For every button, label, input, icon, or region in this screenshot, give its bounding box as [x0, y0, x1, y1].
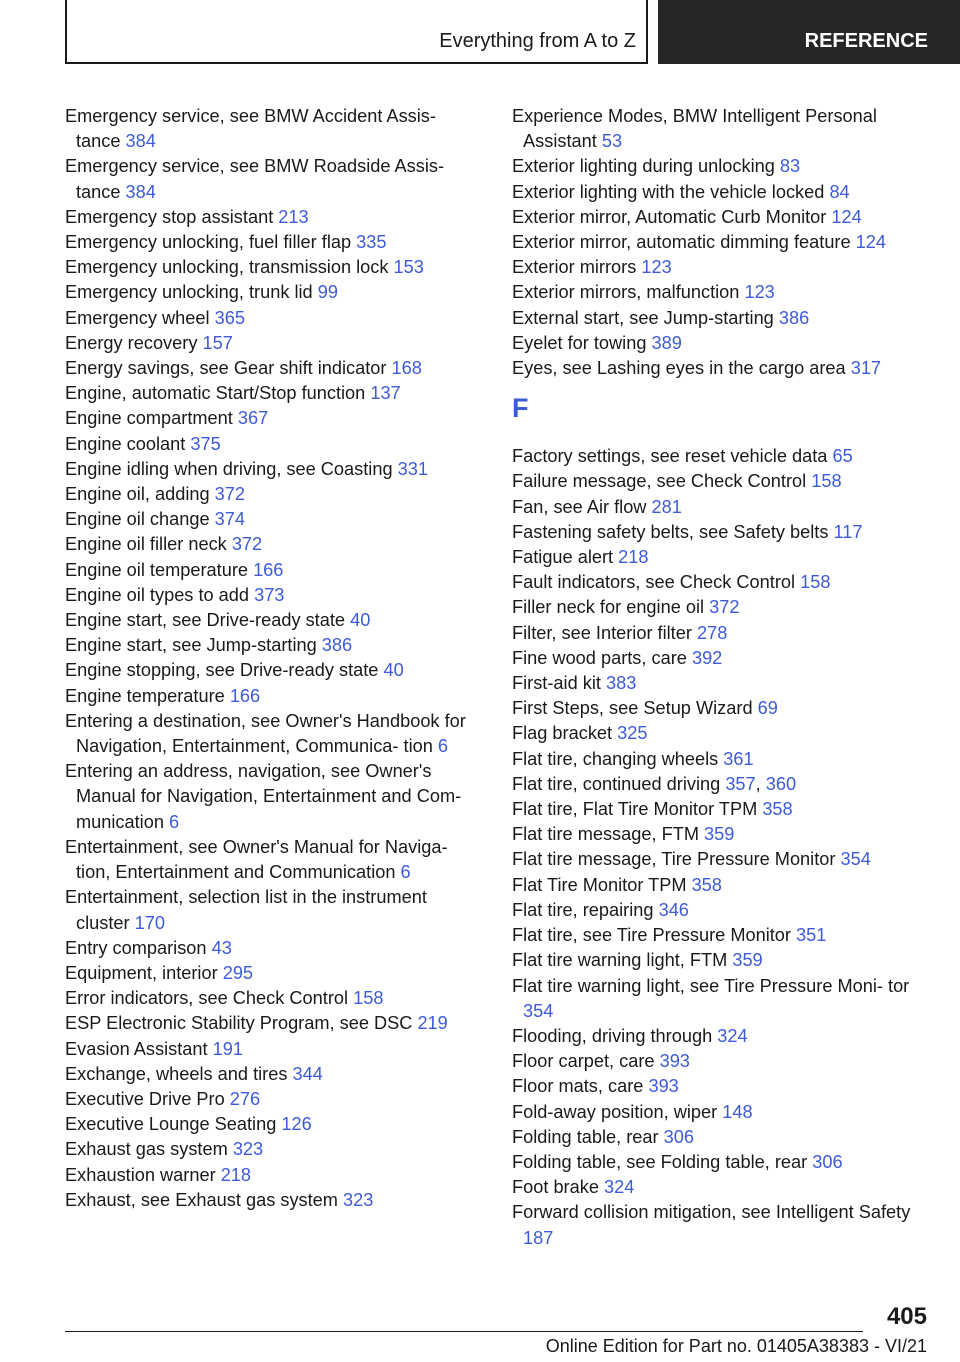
- page-link[interactable]: 325: [617, 723, 648, 744]
- index-entry-text: Folding table, rear: [512, 1126, 664, 1147]
- index-entry-text: Flat tire, changing wheels: [512, 748, 724, 769]
- index-entry-text: Entering a destination, see Owner's Handbook for Navigation, Entertainment, Communica‐ tion: [65, 710, 466, 757]
- index-entry-text: Exterior lighting with the vehicle locked: [512, 181, 830, 202]
- page-link[interactable]: 324: [717, 1025, 748, 1046]
- index-entry: [65, 331, 485, 356]
- index-entry: [512, 331, 932, 356]
- page-link[interactable]: 278: [696, 622, 728, 643]
- index-entry: [512, 154, 932, 179]
- page-link[interactable]: 6: [437, 736, 449, 757]
- page-link[interactable]: 83: [779, 156, 801, 177]
- index-entry-text: Eyes, see Lashing eyes in the cargo area: [512, 358, 851, 379]
- index-entry: [65, 759, 485, 835]
- index-entry-text: Folding table, see Folding table, rear: [512, 1151, 813, 1172]
- page-link[interactable]: 375: [190, 433, 221, 454]
- page-link[interactable]: 170: [134, 912, 165, 933]
- index-entry-text: Flat tire, Flat Tire Monitor TPM: [512, 799, 763, 820]
- page-link[interactable]: 374: [214, 509, 246, 530]
- index-column-left: [65, 104, 485, 1213]
- page-link[interactable]: 392: [691, 647, 723, 668]
- index-entry-text: Engine oil, adding: [65, 484, 215, 505]
- index-entry-text: Filter, see Interior filter: [512, 622, 697, 643]
- index-entry: [512, 621, 932, 646]
- index-entry-text: Equipment, interior: [65, 962, 223, 983]
- index-entry-text: Flat tire warning light, FTM: [512, 950, 733, 971]
- page-link[interactable]: 365: [214, 307, 245, 328]
- index-entry: [512, 469, 932, 494]
- index-entry-text: Exhaust gas system: [65, 1139, 233, 1160]
- index-entry-text: External start, see Jump-starting: [512, 307, 779, 328]
- index-entry: [512, 1074, 932, 1099]
- index-entry: [512, 1100, 932, 1125]
- page-link[interactable]: 84: [829, 181, 850, 202]
- page-link[interactable]: 360: [765, 773, 797, 794]
- index-entry-text: Entry comparison: [65, 937, 212, 958]
- index-entry: [65, 936, 485, 961]
- index-entry: [512, 873, 932, 898]
- page-link[interactable]: 344: [292, 1063, 323, 1084]
- index-entry-text: Floor carpet, care: [512, 1051, 660, 1072]
- index-entry-text: Fastening safety belts, see Safety belts: [512, 521, 834, 542]
- index-entry-text: Flat tire message, FTM: [512, 824, 705, 845]
- page-link[interactable]: 69: [757, 698, 778, 719]
- index-entry-text: Flooding, driving through: [512, 1025, 718, 1046]
- index-entry-text: Fold-away position, wiper: [512, 1101, 723, 1122]
- index-entry: [512, 545, 932, 570]
- page-link[interactable]: 393: [659, 1051, 690, 1072]
- page-link[interactable]: 65: [832, 446, 853, 467]
- index-entry-text: Flat tire, see Tire Pressure Monitor: [512, 925, 797, 946]
- page-link[interactable]: 43: [211, 937, 232, 958]
- index-entry-text: Entertainment, see Owner's Manual for Naviga‐ tion, Entertainment and Communication: [65, 836, 448, 883]
- index-letter-heading: F: [512, 393, 529, 424]
- index-entry-text: Evasion Assistant: [65, 1038, 213, 1059]
- index-entry-text: Exterior mirror, Automatic Curb Monitor: [512, 206, 832, 227]
- index-entry: [512, 230, 932, 255]
- page-link[interactable]: 372: [231, 534, 263, 555]
- index-entry: [65, 986, 485, 1011]
- index-entry-text: Floor mats, care: [512, 1076, 649, 1097]
- index-entry-text: Flag bracket: [512, 723, 618, 744]
- page-link[interactable]: 354: [523, 1000, 554, 1021]
- page-link[interactable]: 219: [417, 1013, 448, 1034]
- page-link[interactable]: 346: [658, 899, 689, 920]
- index-entry: [512, 205, 932, 230]
- index-entry-text: Exhaustion warner: [65, 1164, 221, 1185]
- index-entry-text: Energy recovery: [65, 332, 203, 353]
- page-link[interactable]: 367: [237, 408, 269, 429]
- index-entry: [65, 709, 485, 759]
- index-entry: [512, 255, 932, 280]
- index-entry: [512, 595, 932, 620]
- page-link[interactable]: 153: [393, 257, 424, 278]
- index-entry: [512, 696, 932, 721]
- page-link[interactable]: 124: [855, 232, 887, 253]
- page-number: 405: [886, 1303, 927, 1330]
- index-entry: [65, 1188, 485, 1213]
- index-entry: [65, 406, 485, 431]
- page-link[interactable]: 187: [523, 1227, 554, 1248]
- index-entry: [65, 583, 485, 608]
- index-entry-text: Entertainment, selection list in the instrument cluster: [65, 887, 427, 933]
- index-entry: [65, 306, 485, 331]
- page-link[interactable]: 117: [833, 521, 863, 542]
- page-link[interactable]: 331: [397, 458, 428, 479]
- page-link[interactable]: 386: [778, 307, 810, 328]
- index-entry-text: First Steps, see Setup Wizard: [512, 698, 758, 719]
- page-link[interactable]: 306: [663, 1126, 695, 1147]
- index-entry-text: Filler neck for engine oil: [512, 597, 710, 618]
- index-entry-text: Factory settings, see reset vehicle data: [512, 446, 833, 467]
- index-entry: [65, 1163, 485, 1188]
- page-link[interactable]: 358: [691, 874, 722, 895]
- index-entry: [512, 671, 932, 696]
- index-entry-text: Emergency unlocking, transmission lock: [65, 257, 394, 278]
- index-entry: [65, 104, 485, 154]
- index-entry: [65, 1137, 485, 1162]
- index-entry-text: Flat tire, continued driving: [512, 773, 726, 794]
- page-link[interactable]: 99: [317, 282, 338, 303]
- page-link[interactable]: 389: [651, 332, 682, 353]
- index-entry: [65, 684, 485, 709]
- index-entry-text: Engine stopping, see Drive-ready state: [65, 660, 384, 681]
- index-entry-text: First-aid kit: [512, 673, 606, 694]
- index-entry: [512, 898, 932, 923]
- index-entry: [65, 1062, 485, 1087]
- index-entry-text: Exterior mirrors, malfunction: [512, 282, 745, 303]
- page-link[interactable]: 126: [281, 1114, 312, 1135]
- index-entry-text: Engine oil filler neck: [65, 534, 232, 555]
- page-link[interactable]: 354: [840, 849, 871, 870]
- index-entry-text: Energy savings, see Gear shift indicator: [65, 358, 392, 379]
- index-entry: [512, 520, 932, 545]
- page-link[interactable]: 218: [618, 547, 649, 568]
- index-entry-text: Experience Modes, BMW Intelligent Personal Assistant: [512, 106, 877, 152]
- page-link[interactable]: 191: [212, 1038, 243, 1059]
- page-link[interactable]: 157: [202, 332, 233, 353]
- index-entry-text: Exchange, wheels and tires: [65, 1063, 293, 1084]
- page-link[interactable]: 372: [709, 597, 740, 618]
- index-entry: [65, 658, 485, 683]
- index-entry: [65, 558, 485, 583]
- index-entry-text: Emergency wheel: [65, 307, 215, 328]
- index-entry: [512, 306, 932, 331]
- index-entry-text: Engine oil temperature: [65, 559, 254, 580]
- index-entry-text: Error indicators, see Check Control: [65, 988, 354, 1009]
- index-entry: [512, 495, 932, 520]
- page-link[interactable]: 158: [353, 988, 384, 1009]
- index-entry: [65, 280, 485, 305]
- page-link[interactable]: 317: [850, 358, 882, 379]
- index-entry-text: Engine, automatic Start/Stop function: [65, 383, 371, 404]
- index-entry-text: Flat tire message, Tire Pressure Monitor: [512, 849, 841, 870]
- index-column-right: [512, 104, 932, 1251]
- index-entry-text: Engine start, see Jump-starting: [65, 635, 322, 656]
- index-entry: [65, 1087, 485, 1112]
- page-link[interactable]: 384: [125, 131, 156, 152]
- index-entry-text: Engine coolant: [65, 433, 191, 454]
- header-title-box: [65, 0, 648, 64]
- index-entry-text: Fatigue alert: [512, 547, 619, 568]
- header-section-label: REFERENCE: [804, 30, 928, 52]
- index-entry: [512, 948, 932, 973]
- page-link[interactable]: 384: [125, 181, 156, 202]
- index-entry: [65, 356, 485, 381]
- index-entry-text: Fault indicators, see Check Control: [512, 572, 801, 593]
- page-link[interactable]: 124: [831, 206, 862, 227]
- index-entry: [65, 1011, 485, 1036]
- page-link[interactable]: 323: [232, 1139, 264, 1160]
- index-entry-text: Failure message, see Check Control: [512, 471, 812, 492]
- page-link[interactable]: 40: [350, 610, 371, 631]
- page-link[interactable]: 158: [811, 471, 842, 492]
- page-link[interactable]: 148: [722, 1101, 753, 1122]
- index-entry: [65, 457, 485, 482]
- index-entry-text: Engine start, see Drive-ready state: [65, 610, 351, 631]
- index-entry: [65, 633, 485, 658]
- index-entry: [65, 1112, 485, 1137]
- index-entry-text: Exterior lighting during unlocking: [512, 156, 780, 177]
- page-link[interactable]: 359: [704, 824, 735, 845]
- page-link[interactable]: 158: [800, 572, 831, 593]
- page-link[interactable]: 218: [220, 1164, 252, 1185]
- index-entry-text: Exterior mirror, automatic dimming feature: [512, 232, 856, 253]
- index-entry: [65, 961, 485, 986]
- index-entry-text: Foot brake: [512, 1177, 604, 1198]
- index-entry-text: Emergency service, see BMW Accident Assis‐ tance: [65, 106, 436, 152]
- index-entry-text: Flat tire warning light, see Tire Pressure Moni‐ tor: [512, 975, 910, 996]
- index-entry: [65, 381, 485, 406]
- index-entry-text: Forward collision mitigation, see Intelligent Safety: [512, 1202, 911, 1223]
- index-entry-text: Executive Lounge Seating: [65, 1114, 282, 1135]
- index-entry-text: Emergency service, see BMW Roadside Assis‐ tance: [65, 156, 445, 202]
- index-entry: [65, 154, 485, 204]
- index-entry: [512, 822, 932, 847]
- page-link[interactable]: 281: [651, 496, 682, 517]
- index-entry: [65, 432, 485, 457]
- index-entry-text: Engine idling when driving, see Coasting: [65, 458, 398, 479]
- footer-divider: [65, 1331, 863, 1332]
- page-link[interactable]: 6: [169, 811, 180, 832]
- page-link[interactable]: 393: [648, 1076, 679, 1097]
- page-link[interactable]: 373: [254, 584, 285, 605]
- index-entry: [512, 356, 932, 381]
- page-link[interactable]: 372: [214, 484, 246, 505]
- index-entry: [512, 1175, 932, 1200]
- index-entry-text: Eyelet for towing: [512, 332, 652, 353]
- index-entry-text: Flat tire, repairing: [512, 899, 659, 920]
- page-link[interactable]: 324: [604, 1177, 635, 1198]
- index-entry: [65, 885, 485, 935]
- footer-edition: Online Edition for Part no. 01405A38383 - VI/21: [545, 1336, 927, 1356]
- header-title: Everything from A to Z: [439, 30, 636, 52]
- index-entry-text: Fine wood parts, care: [512, 647, 692, 668]
- index-entry: [512, 570, 932, 595]
- index-entry-text: Fan, see Air flow: [512, 496, 652, 517]
- index-entry: Flat tire, continued driving 357, 360: [512, 773, 797, 794]
- page-link[interactable]: 306: [812, 1151, 843, 1172]
- index-entry: [65, 507, 485, 532]
- index-entry: [65, 255, 485, 280]
- index-entry-text: Engine oil types to add: [65, 584, 255, 605]
- index-entry: [512, 1125, 932, 1150]
- index-entry: [512, 974, 932, 1024]
- index-entry: [512, 1049, 932, 1074]
- page-link[interactable]: 386: [321, 635, 353, 656]
- index-entry: [512, 1150, 932, 1175]
- page-link[interactable]: 323: [343, 1189, 374, 1210]
- index-entry: [65, 482, 485, 507]
- index-entry-text: Exhaust, see Exhaust gas system: [65, 1189, 343, 1210]
- index-entry: [512, 797, 932, 822]
- index-entry: [65, 608, 485, 633]
- index-entry-text: Flat Tire Monitor TPM: [512, 874, 692, 895]
- page-link[interactable]: 383: [605, 673, 637, 694]
- index-entry-text: Emergency unlocking, fuel filler flap: [65, 232, 357, 253]
- index-entry: [65, 835, 485, 885]
- index-entry-text: Executive Drive Pro: [65, 1088, 230, 1109]
- page-link[interactable]: 358: [762, 799, 793, 820]
- index-entry-text: Entering an address, navigation, see Owner's Manual for Navigation, Entertainment and Com‐ munication: [65, 761, 462, 832]
- page-link[interactable]: 53: [601, 131, 623, 152]
- index-entry-text: Emergency unlocking, trunk lid: [65, 282, 318, 303]
- page-link[interactable]: 361: [723, 748, 754, 769]
- index-entry: [512, 646, 932, 671]
- page-link[interactable]: 295: [222, 962, 254, 983]
- page-link[interactable]: 168: [391, 358, 422, 379]
- page-link[interactable]: 335: [356, 232, 387, 253]
- index-entry: [512, 1024, 932, 1049]
- index-entry-text: Engine compartment: [65, 408, 238, 429]
- page-link[interactable]: 213: [278, 206, 309, 227]
- index-entry: [512, 180, 932, 205]
- page-link[interactable]: 166: [253, 559, 284, 580]
- page-link[interactable]: 123: [641, 257, 672, 278]
- index-entry: [65, 205, 485, 230]
- index-entry: [512, 280, 932, 305]
- index-entry: [65, 230, 485, 255]
- index-entry: [65, 1037, 485, 1062]
- index-entry: [512, 1200, 932, 1250]
- index-entry-text: Engine oil change: [65, 509, 215, 530]
- index-entry: [512, 104, 932, 154]
- index-entry: [512, 923, 932, 948]
- page-link[interactable]: 351: [796, 925, 827, 946]
- index-entry: [512, 721, 932, 746]
- index-entry-text: ESP Electronic Stability Program, see DSC: [65, 1013, 418, 1034]
- index-entry-text: Emergency stop assistant: [65, 206, 279, 227]
- header-section-tab: [658, 0, 960, 64]
- page-link[interactable]: 166: [229, 685, 261, 706]
- index-entry: [65, 532, 485, 557]
- index-entry: [512, 444, 932, 469]
- index-entry-text: Exterior mirrors: [512, 257, 642, 278]
- page-link[interactable]: 123: [744, 282, 775, 303]
- index-entry: [512, 747, 932, 772]
- index-entry: [512, 847, 932, 872]
- page-link[interactable]: 6: [400, 862, 411, 883]
- page-link[interactable]: 276: [229, 1088, 261, 1109]
- page-link[interactable]: 359: [732, 950, 763, 971]
- page-link[interactable]: 137: [370, 383, 401, 404]
- page-link[interactable]: 40: [383, 660, 404, 681]
- page-link[interactable]: 357: [725, 773, 756, 794]
- index-entry-text: Engine temperature: [65, 685, 230, 706]
